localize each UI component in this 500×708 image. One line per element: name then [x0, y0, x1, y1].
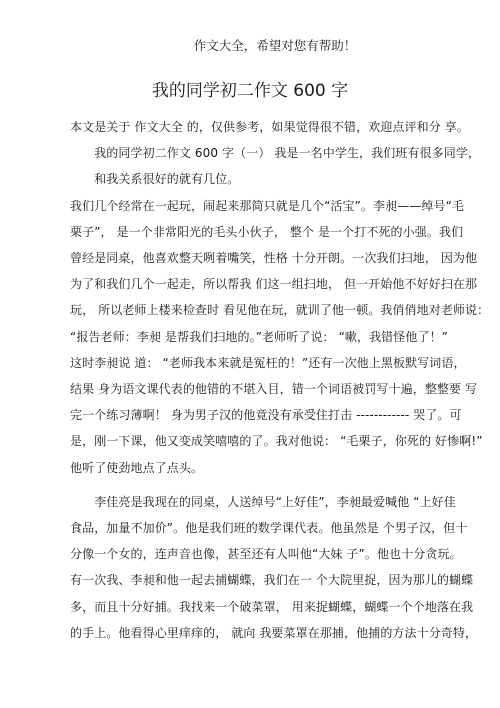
body-line: 曾经是同桌，他喜欢整天咧着嘴笑，性格 十分开朗。一次我们扫地， 因为他 [70, 251, 478, 266]
body-line: 为了和我们几个一起走，所以帮我 们这一组扫地， 但一开始他不好好扫在那 [70, 277, 478, 292]
body-line: 结果 身为语文课代表的他错的不堪入目，错一个词语被罚写十遍，整整要 写 [70, 382, 478, 397]
body-line: 我们几个经常在一起玩，闹起来那简只就是几个“活宝”。李昶——绰号“毛 [70, 198, 465, 213]
body-line: 本文是关于 作文大全 的，仅供参考，如果觉得很不错，欢迎点评和分 享。 [70, 120, 469, 134]
body-line: 完一个练习薄啊！ 身为男子汉的他竟没有承受住打击 ------------ 哭了。可 [70, 408, 462, 423]
body-line: 食品，加量不加价”。他是我们班的数学课代表。他虽然是 个男子汉，但十 [70, 521, 468, 536]
header-note: 作文大全，希望对您有帮助！ [193, 38, 357, 53]
body-line: 玩， 所以老师上楼来检查时 看见他在玩，就训了他一顿。我俏俏地对老师说： [70, 303, 490, 318]
body-line: 和我关系很好的就有几位。 [70, 172, 240, 187]
page-title: 我的同学初二作文 600 字 [151, 81, 349, 101]
body-line: 我的同学初二作文 600 字（一） 我是一名中学生，我们班有很多同学， [70, 146, 481, 161]
paragraph-gap [70, 481, 430, 489]
body-line: 李佳亮是我现在的同桌，人送绰号“上好佳”，李昶最爱喊他 “上好佳 [70, 494, 456, 509]
article-body [70, 114, 490, 646]
body-line: “报告老师：李昶 是帮我们扫地的。”老师听了说： “嗽，我错怪他了！” [70, 329, 448, 344]
body-line: 分像一个女的，连声音也像，甚至还有人叫他“大妹 子”。他也十分贪玩。 [70, 547, 462, 562]
body-line: 的手上。他看得心里痒痒的， 就向 我要菜罩在那捕，他捕的方法十分奇特， [70, 625, 478, 640]
body-line: 这时李昶说 道： “老师我本来就是冤枉的！”还有一次他上黑板默写词语， [70, 355, 466, 370]
body-line: 多，而且十分好捕。我找来一个破菜罩， 用来捉蝴蝶，蝴蝶一个个地落在我 [70, 599, 474, 614]
body-line: 是，刚一下课，他又变成笑嘻嘻的了。我对他说： “毛栗子，你死的 好惨啊!” [70, 434, 483, 449]
body-line: 有一次我、李昶和他一起去捕蝴蝶，我们在一 个大院里捉，因为那儿的蝴蝶 [70, 573, 474, 588]
body-line: 栗子”， 是一个非常阳光的毛头小伙子， 整个 是一个打不死的小强。我们 [70, 224, 464, 239]
body-line: 他听了使劲地点了点头。 [70, 460, 204, 475]
